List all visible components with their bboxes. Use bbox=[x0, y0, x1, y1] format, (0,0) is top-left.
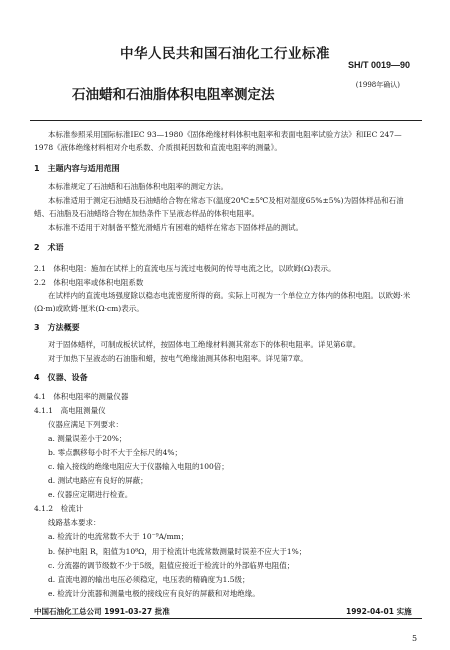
requirement-e-1: e. 仪器应定期进行检查。 bbox=[48, 490, 133, 499]
section-1-heading: 1 主题内容与适用范围 bbox=[34, 164, 120, 173]
subsection-4-1-2: 4.1.2 检流计 bbox=[34, 504, 84, 513]
standard-category: 中华人民共和国石油化工行业标准 bbox=[120, 46, 330, 62]
standard-number: SH/T 0019—90 bbox=[347, 60, 410, 70]
section-3-para-2: 对于加热下呈液态的石油脂和蜡，按电气绝缘油测其体积电阻率。详见第7章。 bbox=[48, 354, 308, 363]
requirements-intro-1: 仪器应满足下列要求： bbox=[48, 420, 123, 429]
section-2-para-3: 在试样内的直流电场强度除以稳态电流密度所得的商。实际上可视为一个单位立方体内的体积电阻。以欧姆·米(Ω·m)或欧姆·厘米(Ω·cm)表示。 bbox=[34, 291, 411, 313]
requirement-b-2: b. 保护电阻 R，阻值为10⁸Ω，用于检流计电流常数测量时误差不应大于1%； bbox=[48, 547, 307, 556]
requirements-intro-2: 线路基本要求： bbox=[48, 518, 101, 527]
section-1-para-1: 本标准规定了石油蜡和石油脂体积电阻率的测定方法。 bbox=[48, 182, 228, 191]
footer-rule bbox=[30, 618, 422, 619]
subsection-4-1-1: 4.1.1 高电阻测量仪 bbox=[34, 406, 106, 415]
section-1-para-3: 本标准不适用于对制备平整光滑蜡片有困难的蜡样在常态下固体样品的测试。 bbox=[48, 223, 303, 232]
section-2-heading: 2 术语 bbox=[34, 243, 64, 252]
section-2-para-1: 2.1 体积电阻：施加在试样上的直流电压与流过电极间的传导电流之比，以欧姆(Ω)表示。 bbox=[34, 264, 336, 273]
section-3-heading: 3 方法概要 bbox=[34, 323, 80, 332]
implementation-date: 1992-04-01 实施 bbox=[346, 607, 412, 616]
section-1-para-2: 本标准适用于测定石油蜡及石油蜡给合物在常态下(温度20℃±5℃及相对湿度65%±5%)为固体样品和石油蜡、石油脂及石油蜡络合物在加热条件下呈液态样品的体积电阻率。 bbox=[34, 196, 404, 218]
page-number: 5 bbox=[412, 634, 418, 643]
requirement-c-2: c. 分流器的调节级数不少于5级，阻值应接近于检流计的外部临界电阻值； bbox=[48, 561, 295, 570]
section-3-para-1: 对于固体蜡样，可制成板状试样，按固体电工绝缘材料测其常态下的体积电阻率。详见第6章。 bbox=[48, 340, 361, 349]
requirement-d-2: d. 直流电源的输出电压必须稳定，电压表的精确度为1.5级； bbox=[48, 575, 250, 584]
section-4-heading: 4 仪器、设备 bbox=[34, 373, 88, 382]
requirement-a-2: a. 检流计的电流常数不大于 10⁻⁹A/mm； bbox=[48, 532, 189, 541]
requirement-e-2: e. 检流计分流器和测量电极的接线应有良好的屏蔽和对地绝缘。 bbox=[48, 589, 260, 598]
confirmation-note: (1998年确认) bbox=[355, 81, 400, 89]
requirement-c-1: c. 输入接线的绝缘电阻应大于仪器输入电阻的100倍； bbox=[48, 462, 229, 471]
intro-paragraph: 本标准参照采用国际标准IEC 93—1980《固体绝缘材料体积电阻率和表面电阻率试验方法》和IEC 247—1978《液体绝缘材料相对介电系数、介质损耗因数和直流电阻率的测量》。 bbox=[34, 130, 402, 152]
document-title: 石油蜡和石油脂体积电阻率测定法 bbox=[72, 87, 275, 103]
header-rule bbox=[30, 120, 422, 121]
approval-date: 中国石油化工总公司 1991-03-27 批准 bbox=[34, 607, 170, 616]
section-2-para-2: 2.2 体积电阻率或体积电阻系数 bbox=[34, 278, 144, 287]
requirement-a-1: a. 测量误差小于20%； bbox=[48, 434, 127, 443]
requirement-d-1: d. 测试电路应有良好的屏蔽； bbox=[48, 476, 148, 485]
requirement-b-1: b. 零点飘移每小时不大于全标尺的4%； bbox=[48, 448, 182, 457]
subsection-4-1: 4.1 体积电阻率的测量仪器 bbox=[34, 392, 129, 401]
